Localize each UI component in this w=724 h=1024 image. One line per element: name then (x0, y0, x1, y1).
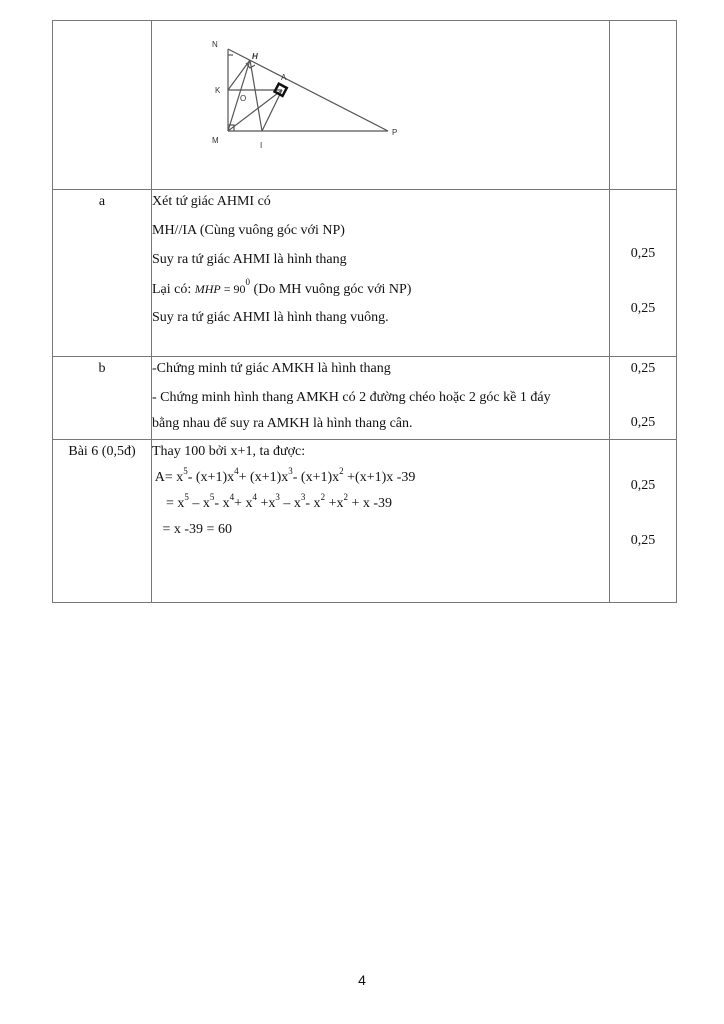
row-marks (610, 357, 677, 440)
mark: 0,25 (630, 415, 656, 430)
text-line: bằng nhau để suy ra AMKH là hình thang cân. (152, 416, 413, 431)
label-K: K (215, 86, 221, 95)
text-line: MH//IA (Cùng vuông góc với NP) (152, 223, 345, 238)
row-content (152, 190, 610, 357)
text-line: Thay 100 bởi x+1, ta được: (152, 444, 306, 459)
text-line: Xét tứ giác AHMI có (152, 194, 271, 209)
row-label: Bài 6 (0,5đ) (53, 440, 152, 603)
row-content (152, 440, 610, 603)
mark: 0,25 (630, 361, 656, 376)
expression-line: $A= x^5-$ $(x+1)x^4+ (x+1)x^3-$ $(x+1)x^2 +(x+1)x$ -39 (152, 466, 416, 485)
row-a (53, 190, 677, 357)
text-line: - Chứng minh hình thang AMKH có 2 đường chéo hoặc 2 góc kề 1 đáy (152, 390, 551, 405)
text-line: -Chứng minh tứ giác AMKH là hình thang (152, 361, 391, 376)
row-marks (610, 190, 677, 357)
row-label: a (53, 190, 152, 357)
label-P: P (392, 128, 398, 137)
page-number: 4 (358, 972, 366, 988)
figure-cell (152, 21, 610, 190)
label-M: M (212, 136, 219, 145)
label-A: A (281, 73, 287, 82)
label-O: O (240, 94, 247, 103)
formula-line: Lại có: MHP = $90^0$ (Do MH vuông góc với NP) (152, 277, 412, 297)
figure-row (53, 21, 677, 190)
mark: 0,25 (630, 246, 656, 261)
row-bai6 (53, 440, 677, 603)
label-H: H (252, 52, 258, 61)
row-marks (610, 440, 677, 603)
mark: 0,25 (630, 478, 656, 493)
mark: 0,25 (630, 301, 656, 316)
label-I: I (260, 141, 263, 150)
text-line: Suy ra tứ giác AHMI là hình thang (152, 252, 347, 267)
text-line: = x -39 = 60 (152, 522, 232, 537)
expression-line: = $x^5 - x^5-$ $x^4+ x^4 +x^3 - x^3-$ $x^2 +x^2 + x$ -39 (152, 492, 393, 511)
row-label: b (53, 357, 152, 440)
text-line: Suy ra tứ giác AHMI là hình thang vuông. (152, 310, 389, 325)
mark: 0,25 (630, 533, 656, 548)
row-b (53, 357, 677, 440)
label-N: N (212, 40, 218, 49)
answer-table (52, 20, 677, 603)
figure-row-label (53, 21, 152, 190)
geometry-figure (210, 35, 470, 175)
row-content (152, 357, 610, 440)
figure-row-marks (610, 21, 677, 190)
